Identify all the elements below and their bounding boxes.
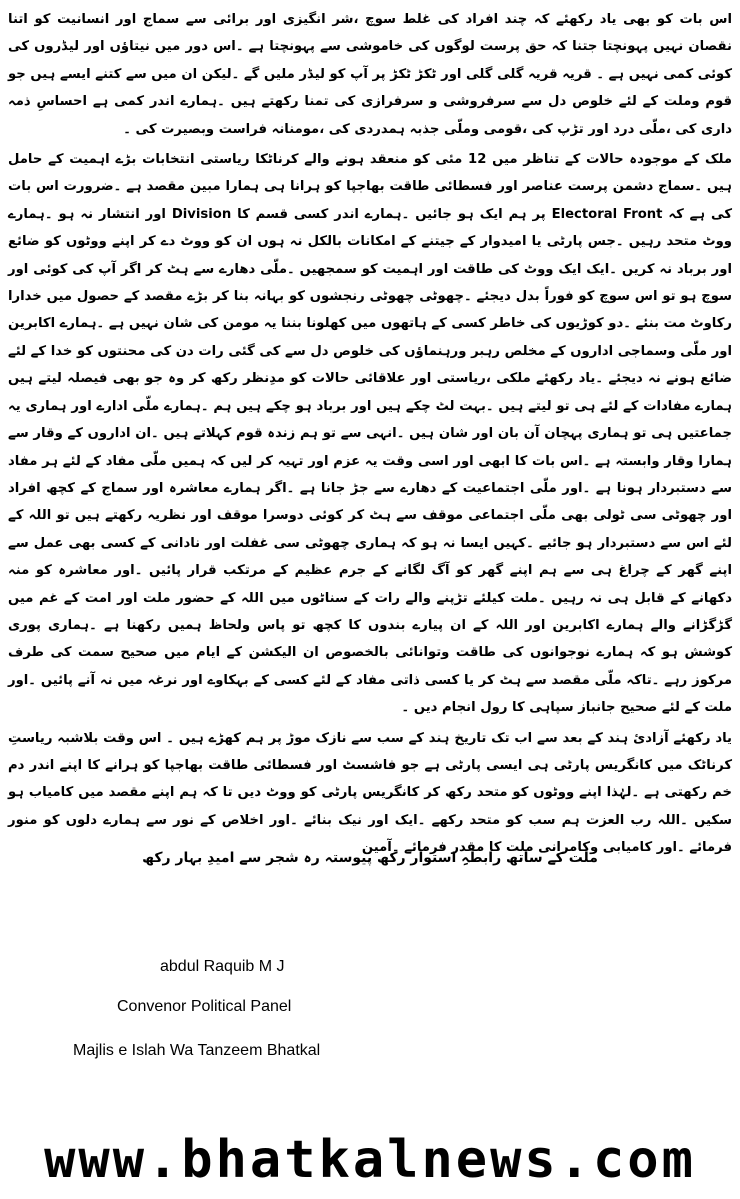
signature-title: Convenor Political Panel — [117, 998, 292, 1015]
signature-organization: Majlis e Islah Wa Tanzeem Bhatkal — [73, 1042, 321, 1059]
signature-name: abdul Raquib M J — [160, 958, 285, 975]
paragraph-3: یاد رکھئے آزادئ ہند کے بعد سے اب تک تاریخ ہند کے سب سے نازک موڑ پر ہم کھڑے ہیں ۔ اس وقت بلاشبہ ریاستِ کرناٹک میں کانگریس پارٹی ہی ایسی پارٹی ہے جو فاشسٹ اور فسطائی طاقت بھاجپا کو ہرانے کا اپنے اندر دم خم رکھتی ہے ۔لہٰذا اپنے ووٹوں کو متحد رکھ کر کانگریس پارٹی کو ووٹ دیں تا کہ ہم اپنے مقصد میں کامیاب ہو سکیں ۔اللہ رب العزت ہم سب کو متحد رکھے ۔ایک اور نیک بنائے ۔اور اخلاص کے نور سے ہمارے دلوں کو منور فرمائے ۔اور کامیابی وکامرانی ملت کا مقدر فرمائے ۔آمین — [8, 730, 732, 856]
paragraph-2: ملک کے موجودہ حالات کے تناظر میں 12 مئی کو منعقد ہونے والے کرناٹکا ریاستی انتخابات بڑے اہمیت کے حامل ہیں ۔سماج دشمن پرست عناصر اور فسطائی طاقت بھاجپا کو ہرانا ہی ہمارا مبین مقصد ہے ۔ضرورت اس بات کی ہے کہ Electoral Front پر ہم ایک ہو جائیں ۔ہمارے اندر کسی قسم کا Division اور انتشار نہ ہو ۔ہمارے ووٹ متحد رہیں ۔جس پارٹی یا امیدوار کے جیتنے کے امکانات بالکل نہ ہوں ان کو ووٹ دے کر اپنے ووٹوں کو ضائع اور برباد نہ کریں ۔ایک ایک ووٹ کی طاقت اور اہمیت کو سمجھیں ۔ملّی دھارے سے ہٹ کر اگر آپ کی کوئی اور سوچ ہو تو اس سوچ کو فوراً بدل دیجئے ۔چھوٹی چھوٹی رنجشوں کو بہانہ بنا کر بڑے مقصد کے حصول میں خدارا رکاوٹ مت بنئے ۔دو کوڑیوں کی خاطر کسی کے ہاتھوں میں کھلونا بننا یہ مومن کی شان نہیں ہے ۔ہمارے اکابرین اور ملّی وسماجی اداروں کے مخلص رہبر ورہنماؤں کی خلوص دل سے کی گئی رات دن کی محنتوں کو خدا کے لئے ضائع ہونے نہ دیجئے ۔یاد رکھئے ملکی ،ریاستی اور علاقائی حالات کو مدِنظر رکھ کر وہ جو بھی فیصلہ لیتے ہیں ہمارے مفادات کے لئے ہی تو لیتے ہیں ۔بہت لٹ چکے ہیں اور برباد ہو چکے ہیں ہم ۔ہمارے ملّی ادارے اور ہماری یہ جماعتیں ہی تو ہماری پہچان آن بان اور شان ہیں ۔انہی سے تو ہم زندہ قوم کہلاتے ہیں ۔ان اداروں کے وقار سے ہمارا وقار وابستہ ہے ۔اس بات کا ابھی اور اسی وقت یہ عزم اور تہیہ کر لیں کہ ہمیں ملّی مفاد کے لئے ہر مفاد سے دستبردار ہونا ہے ۔اور ملّی اجتماعیت کے دھارے سے جڑ جانا ہے ۔اگر ہمارے معاشرہ اور سماج کے کچھ افراد اور چھوٹی سی ٹولی بھی ملّی اجتماعی موقف سے ہٹ کر کوئی دوسرا موقف اور نظریہ رکھتے ہیں تو اللہ کے لئے اس سے دستبردار ہو جائیے ۔کہیں ایسا نہ ہو کہ ہماری چھوٹی سی غفلت اور نادانی کے کسی بھی عمل سے اپنے گھر کے چراغ ہی سے ہم اپنے گھر کو آگ لگانے کے جرم عظیم کے مرتکب قرار پائیں ۔اور معاشرہ کو منہ دکھانے کے قابل ہی نہ رہیں ۔ملت کیلئے تڑپنے والے رات کے سناٹوں میں اللہ کے حضور ملت اور امت کے غم میں گڑگڑانے والے ہمارے اکابرین اور اللہ کے ان پیارے بندوں کا کچھ تو پاس ولحاظ ہمیں رکھنا ہے ۔ہماری پوری کوشش ہو کہ ہمارے نوجوانوں کی طاقت وتوانائی بالخصوص ان الیکشن کے ایام میں صحیح سمت کی طرف مرکوز رہے ۔تاکہ ملّی مقصد سے ہٹ کر یا کسی ذاتی مفاد کے لئے کسی کے بہکاوے اور نرغہ میں نہ آنے پائیں ۔اور ملت کے لئے صحیح جانباز سپاہی کا رول انجام دیں ۔ — [8, 152, 732, 716]
closing-couplet: ملت کے ساتھ رابطہِ استوار رکھ پیوستہ رہ شجر سے امیدِ بہار رکھ — [142, 850, 598, 866]
paragraph-1: اس بات کو بھی یاد رکھئے کہ چند افراد کی غلط سوچ ،شر انگیزی اور برائی سے سماج اور انسانیت کو اتنا نقصان نہیں پہونچتا جتنا کہ حق پرست لوگوں کی خاموشی سے پہونچتا ہے ۔اس دور میں نیتاؤں اور لیڈروں کی کوئی کمی نہیں ہے ۔ قریہ قریہ گلی گلی اور ٹکڑ ٹکڑ پر آپ کو لیڈر ملیں گے ۔لیکن ان میں سے کتنے ایسے ہیں جو قوم وملت کے لئے خلوص دل سے سرفروشی و سرفرازی کی تمنا رکھتے ہیں ۔ہمارے اندر کمی ہے احساسِ ذمہ داری کی ،ملّی درد اور تڑپ کی ،قومی وملّی جذبہ ہمدردی کی ،مومنانہ فراست وبصیرت کی ۔ — [8, 12, 732, 137]
article-body — [8, 6, 732, 862]
footer-website-watermark: www.bhatkalnews.com — [44, 1130, 696, 1190]
